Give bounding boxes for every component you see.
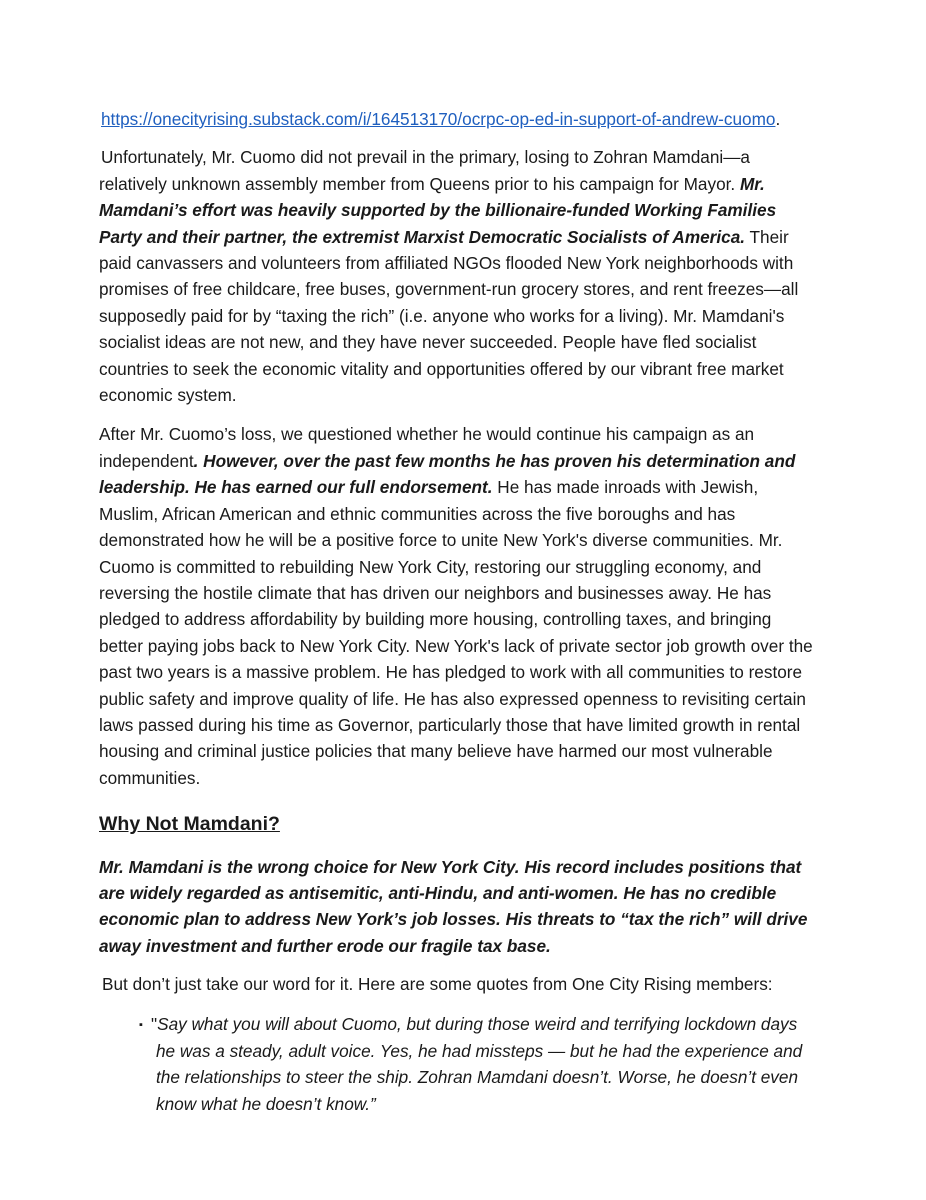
- paragraph-primary-result-emphasis: Mr. Mamdani’s effort was heavily supported by the billionaire-funded Working Families Party and their partner, the extremist Marxist Democratic Socialists of America.: [99, 173, 777, 247]
- section-heading: Why Not Mamdani?: [99, 813, 280, 836]
- paragraph-endorsement-text-1: After Mr. Cuomo’s loss, we questioned whether he would continue his campaign as an independent: [99, 424, 755, 471]
- section-emphasis-paragraph: Mr. Mamdani is the wrong choice for New York City. His record includes positions that are widely regarded as antisemitic, anti-Hindu, and anti-women. He has no credible economic plan to address New York’s job losses. His threats to “tax the rich” will drive away investment and further erode our fragile tax base.: [99, 856, 808, 956]
- member-quote-open-mark: ": [151, 1013, 158, 1034]
- link-trailing-period: .: [775, 109, 781, 129]
- paragraph-endorsement-text-2: He has made inroads with Jewish, Muslim, African American and ethnic communities across the five boroughs and has demonstrated how he will be a positive force to unite New York's diverse communities. Mr. Cuomo is committed to rebuilding New York City, restoring our struggling economy, and reversing the hostile climate that has driven our neighbors and businesses away. He has pledged to address affordability by building more housing, controlling taxes, and bringing better paying jobs back to New York City. New York's lack of private sector job growth over the past two years is a massive problem. He has pledged to work with all communities to restore public safety and improve quality of life. He has also expressed openness to revisiting certain laws passed during his time as Governor, particularly those that have limited growth in rental housing and criminal justice policies that many believe have harmed our most vulnerable communities.: [99, 477, 813, 788]
- paragraph-endorsement: [99, 421, 819, 791]
- paragraph-primary-result: [99, 144, 819, 408]
- source-link-line: [101, 106, 819, 132]
- square-bullet-icon: ▪: [139, 1018, 143, 1031]
- document-page: [99, 106, 819, 1117]
- member-quotes-list: [99, 1011, 819, 1118]
- paragraph-endorsement-emphasis: . However, over the past few months he has proven his determination and leadership. He has earned our full endorsement.: [99, 450, 796, 498]
- paragraph-primary-result-text-2: Their paid canvassers and volunteers from affiliated NGOs flooded New York neighborhoods with promises of free childcare, free buses, government-run grocery stores, and rent freezes—all supposedly paid for by “taxing the rich” (i.e. anyone who works for a living). Mr. Mamdani's socialist ideas are not new, and they have never succeeded. People have fled socialist countries to seek the economic vitality and opportunities offered by our vibrant free market economic system.: [99, 226, 799, 406]
- member-quote-text: Say what you will about Cuomo, but during those weird and terrifying lockdown days he was a steady, adult voice. Yes, he had missteps — but he had the experience and the relationships to steer the ship. Zohran Mamdani doesn’t. Worse, he doesn’t even know what he doesn’t know.”: [156, 1013, 803, 1114]
- member-quote: [99, 1011, 819, 1118]
- source-link[interactable]: https://onecityrising.substack.com/i/164513170/ocrpc-op-ed-in-support-of-andrew-cuomo: [101, 109, 776, 129]
- quotes-lead-paragraph: But don’t just take our word for it. Here are some quotes from One City Rising members:: [102, 974, 773, 995]
- paragraph-primary-result-text-1: Unfortunately, Mr. Cuomo did not prevail in the primary, losing to Zohran Mamdani—a relatively unknown assembly member from Queens prior to his campaign for Mayor.: [99, 147, 750, 194]
